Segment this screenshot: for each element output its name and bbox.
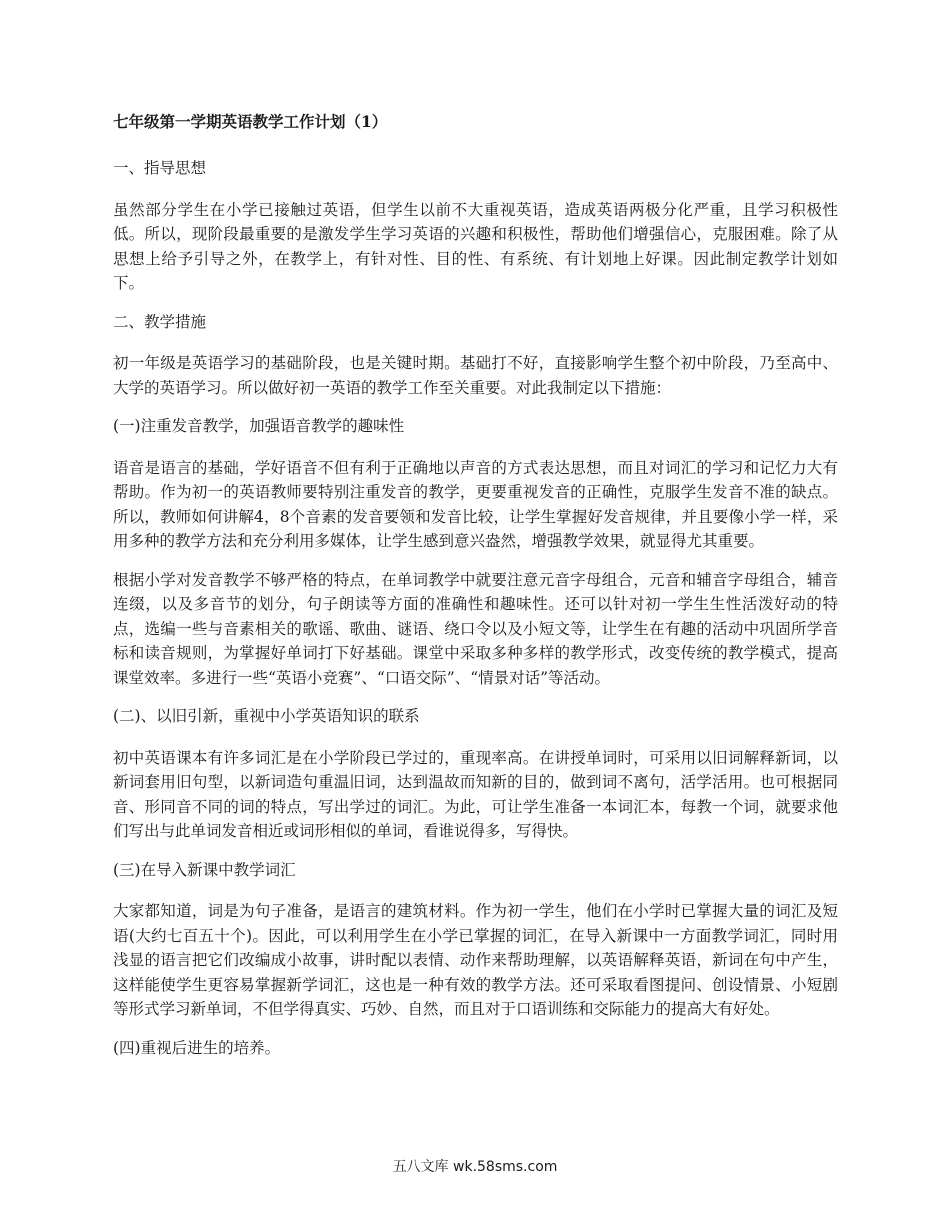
subsection-heading: (四)重视后进生的培养。 [113,1038,281,1057]
paragraph: 大家都知道，词是为句子准备，是语言的建筑材料。作为初一学生，他们在小学时已掌握大量的词汇及短语(大约七百五十个)。因此，可以利用学生在小学已掌握的词汇，在导入新课中一方面教学词汇，同时用浅显的语言把它们改编成小故事，讲时配以表情、动作来帮助理解，以英语解释英语，新词在句中产生，这样能使学生更容易掌握新学词汇，这也是一种有效的教学方法。还可采取看图提问、创设情景、小短剧等形式学习新单词，不但学得真实、巧妙、自然，而且对于口语训练和交际能力的提高大有好处。 [113,902,838,1018]
section-heading: 二、教学措施 [113,312,207,331]
subsection-heading: (二)、以旧引新，重视中小学英语知识的联系 [113,707,420,725]
document-title: 七年级第一学期英语教学工作计划（1） [113,112,388,131]
paragraph: 根据小学对发音教学不够严格的特点，在单词教学中就要注意元音字母组合，元音和辅音字母组合，辅音连缀，以及多音节的划分，句子朗读等方面的准确性和趣味性。还可以针对初一学生生性活泼好动的特点，选编一些与音素相关的歌谣、歌曲、谜语、绕口令以及小短文等，让学生在有趣的活动中巩固所学音标和读音规则，为掌握好单词打下好基础。课堂中采取多种多样的教学形式，改变传统的教学模式，提高课堂效率。多进行一些“英语小竞赛”、“口语交际”、“情景对话”等活动。 [113,570,838,687]
paragraph: 初中英语课本有许多词汇是在小学阶段已学过的，重现率高。在讲授单词时，可采用以旧词解释新词，以新词套用旧句型，以新词造句重温旧词，达到温故而知新的目的，做到词不离句，活学活用。也可根据同音、形同音不同的词的特点，写出学过的词汇。为此，可让学生准备一本词汇本，每教一个词，就要求他们写出与此单词发音相近或词形相似的单词，看谁说得多，写得快。 [113,748,838,840]
subsection-heading: (三)在导入新课中教学词汇 [113,860,296,879]
page-footer: 五八文库 wk.58sms.com [392,1159,558,1175]
paragraph: 初一年级是英语学习的基础阶段，也是关键时期。基础打不好，直接影响学生整个初中阶段，乃至高中、大学的英语学习。所以做好初一英语的教学工作至关重要。对此我制定以下措施： [113,354,838,397]
document-page [113,108,838,1077]
subsection-heading: (一)注重发音教学，加强语音教学的趣味性 [113,417,405,435]
paragraph: 虽然部分学生在小学已接触过英语，但学生以前不大重视英语，造成英语两极分化严重，且学习积极性低。所以，现阶段最重要的是激发学生学习英语的兴趣和积极性，帮助他们增强信心，克服困难。除了从思想上给予引导之外，在教学上，有针对性、目的性、有系统、有计划地上好课。因此制定教学计划如下。 [113,200,838,292]
paragraph: 语音是语言的基础，学好语音不但有利于正确地以声音的方式表达思想，而且对词汇的学习和记忆力大有帮助。作为初一的英语教师要特别注重发音的教学，更要重视发音的正确性，克服学生发音不准的缺点。所以，教师如何讲解4，8个音素的发音要领和发音比较，让学生掌握好发音规律，并且要像小学一样，采用多种的教学方法和充分利用多媒体，让学生感到意兴盎然，增强教学效果，就显得尤其重要。 [113,458,838,550]
section-heading: 一、指导思想 [113,159,207,177]
